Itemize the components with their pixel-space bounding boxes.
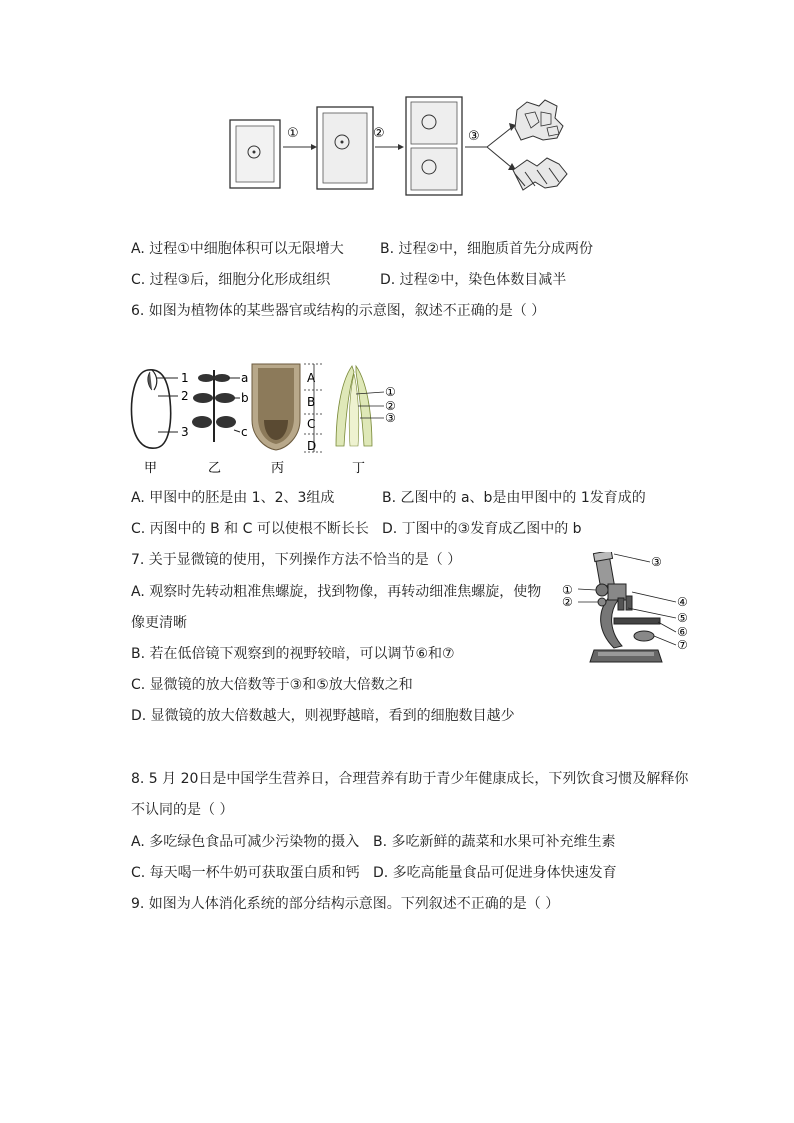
root-mark-c: C	[307, 417, 316, 431]
bud-figure	[336, 366, 396, 476]
arrow-label-2: ②	[373, 126, 385, 141]
q7-option-c: C. 显微镜的放大倍数等于③和⑤放大倍数之和	[131, 677, 413, 693]
q8-stem-line2: 不认同的是（ ）	[131, 802, 234, 818]
q7-option-d: D. 显微镜的放大倍数越大，则视野越暗，看到的细胞数目越少	[131, 708, 515, 724]
microscope-mark-4: ④	[677, 595, 688, 609]
q7-option-a-line1: A. 观察时先转动粗准焦螺旋，找到物像，再转动细准焦螺旋，使物	[131, 584, 542, 600]
q6-option-b: B. 乙图中的 a、b是由甲图中的 1发育成的	[382, 490, 646, 506]
q7-option-a-line2: 像更清晰	[131, 615, 187, 631]
q8-option-d: D. 多吃高能量食品可促进身体快速发育	[373, 865, 617, 881]
q5-option-c: C. 过程③后，细胞分化形成组织	[131, 272, 331, 288]
cell-process-figure	[225, 92, 575, 200]
cell-1	[230, 120, 280, 188]
tissue-2	[513, 158, 567, 190]
bud-mark-2: ②	[385, 399, 396, 413]
q5-option-d: D. 过程②中，染色体数目减半	[380, 272, 567, 288]
seed-figure	[132, 370, 189, 476]
q6-option-a: A. 甲图中的胚是由 1、2、3组成	[131, 490, 335, 506]
q7-stem: 7. 关于显微镜的使用，下列操作方法不恰当的是（ ）	[131, 552, 462, 568]
caption-ding: 丁	[352, 461, 366, 476]
q8-stem-line1: 8. 5 月 20日是中国学生营养日，合理营养有助于青少年健康成长，下列饮食习惯及解释你	[131, 771, 689, 787]
root-tip-figure	[252, 364, 324, 476]
microscope-mark-1: ①	[562, 583, 573, 597]
microscope-figure	[558, 552, 698, 670]
microscope-mark-3: ③	[651, 555, 662, 569]
cell-2	[317, 107, 373, 189]
seedling-mark-a: a	[241, 371, 249, 385]
bud-mark-3: ③	[385, 411, 396, 425]
root-mark-d: D	[307, 439, 317, 453]
plant-organs-figure	[128, 360, 408, 480]
seedling-mark-c: c	[241, 425, 248, 439]
q6-option-d: D. 丁图中的③发育成乙图中的 b	[382, 521, 582, 537]
arrow-label-3: ③	[468, 129, 480, 144]
q9-stem: 9. 如图为人体消化系统的部分结构示意图。下列叙述不正确的是（ ）	[131, 896, 560, 912]
caption-bing: 丙	[271, 461, 285, 476]
cell-3-divided	[406, 97, 462, 195]
seed-mark-2: 2	[181, 389, 189, 403]
seed-mark-1: 1	[181, 371, 189, 385]
q7-option-b: B. 若在低倍镜下观察到的视野较暗，可以调节⑥和⑦	[131, 646, 455, 662]
microscope-mark-2: ②	[562, 595, 573, 609]
root-mark-b: B	[307, 395, 316, 409]
q6-stem: 6. 如图为植物体的某些器官或结构的示意图，叙述不正确的是（ ）	[131, 303, 546, 319]
bud-mark-1: ①	[385, 385, 396, 399]
q8-option-c: C. 每天喝一杯牛奶可获取蛋白质和钙	[131, 865, 360, 881]
q8-option-b: B. 多吃新鲜的蔬菜和水果可补充维生素	[373, 834, 616, 850]
tissue-1	[515, 100, 563, 140]
caption-jia: 甲	[144, 461, 158, 476]
microscope-mark-7: ⑦	[677, 638, 688, 652]
seedling-figure	[192, 370, 249, 476]
seed-mark-3: 3	[181, 425, 189, 439]
root-mark-a: A	[307, 371, 316, 385]
arrow-label-1: ①	[287, 126, 299, 141]
seedling-mark-b: b	[241, 391, 249, 405]
q5-option-b: B. 过程②中，细胞质首先分成两份	[380, 241, 594, 257]
microscope-mark-5: ⑤	[677, 611, 688, 625]
q6-option-c: C. 丙图中的 B 和 C 可以使根不断长长	[131, 521, 369, 537]
q5-option-a: A. 过程①中细胞体积可以无限增大	[131, 241, 344, 257]
q8-option-a: A. 多吃绿色食品可减少污染物的摄入	[131, 834, 360, 850]
caption-yi: 乙	[208, 461, 222, 476]
microscope-mark-6: ⑥	[677, 625, 688, 639]
